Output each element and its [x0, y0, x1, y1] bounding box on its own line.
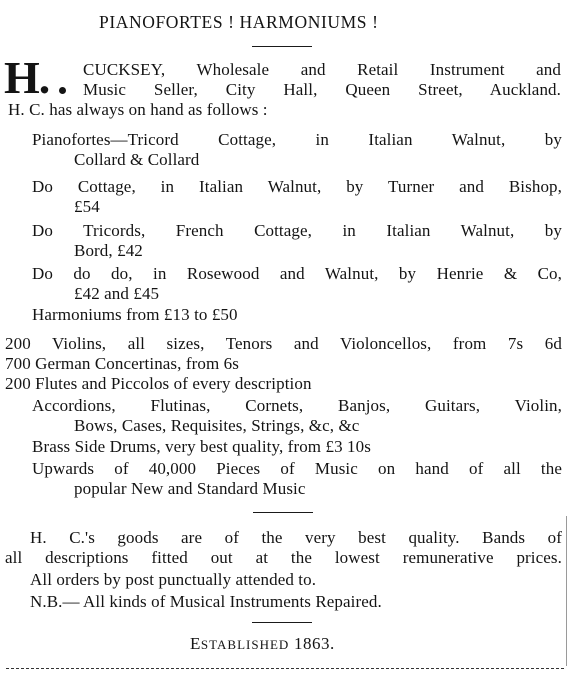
- established-word: STABLISHED: [200, 637, 290, 652]
- bottom-border: [6, 668, 564, 669]
- note-repairs: N.B.— All kinds of Musical Instruments Repaired.: [30, 592, 382, 611]
- item-music-cont: popular New and Standard Music: [74, 479, 306, 498]
- item-harmoniums: Harmoniums from £13 to £50: [32, 305, 238, 324]
- established-initial: E: [190, 634, 201, 653]
- item-piano-tricord-cont: Collard & Collard: [74, 150, 200, 169]
- initial-dot: [59, 87, 66, 94]
- right-border: [566, 516, 567, 666]
- intro-line-1: CUCKSEY, Wholesale and Retail Instrument and: [83, 60, 561, 79]
- established-line: [190, 634, 335, 655]
- item-piano-rosewood: Do do do, in Rosewood and Walnut, by Henrie & Co,: [32, 264, 562, 283]
- note-orders: All orders by post punctually attended to.: [30, 570, 317, 589]
- intro-line-2: Music Seller, City Hall, Queen Street, Auckland.: [83, 80, 561, 99]
- drop-initial: H.: [4, 52, 50, 103]
- item-music: Upwards of 40,000 Pieces of Music on hand of all the: [32, 459, 562, 478]
- item-accordions-cont: Bows, Cases, Requisites, Strings, &c, &c: [74, 416, 360, 435]
- established-year: 1863.: [294, 634, 335, 653]
- item-piano-rosewood-cont: £42 and £45: [74, 284, 160, 303]
- item-piano-french: Do Tricords, French Cottage, in Italian Walnut, by: [32, 221, 562, 240]
- item-drums: Brass Side Drums, very best quality, from £3 10s: [32, 437, 371, 456]
- footer-divider: [252, 622, 312, 623]
- title-divider: [252, 46, 312, 47]
- item-violins: 200 Violins, all sizes, Tenors and Violoncellos, from 7s 6d: [5, 334, 562, 353]
- note-quality: H. C.'s goods are of the very best quality. Bands of: [30, 528, 562, 547]
- item-concertinas: 700 German Concertinas, from 6s: [5, 354, 239, 373]
- item-piano-cottage-cont: £54: [74, 197, 100, 216]
- intro-line-3: H. C. has always on hand as follows :: [8, 100, 268, 119]
- item-accordions: Accordions, Flutinas, Cornets, Banjos, Guitars, Violin,: [32, 396, 562, 415]
- note-quality-cont: all descriptions fitted out at the lowest remunerative prices.: [5, 548, 562, 567]
- item-piano-french-cont: Bord, £42: [74, 241, 143, 260]
- item-flutes: 200 Flutes and Piccolos of every description: [5, 374, 312, 393]
- ad-title: PIANOFORTES ! HARMONIUMS !: [99, 12, 379, 32]
- item-piano-tricord: Pianofortes—Tricord Cottage, in Italian Walnut, by: [32, 130, 562, 149]
- item-piano-cottage: Do Cottage, in Italian Walnut, by Turner and Bishop,: [32, 177, 562, 196]
- section-divider: [253, 512, 313, 513]
